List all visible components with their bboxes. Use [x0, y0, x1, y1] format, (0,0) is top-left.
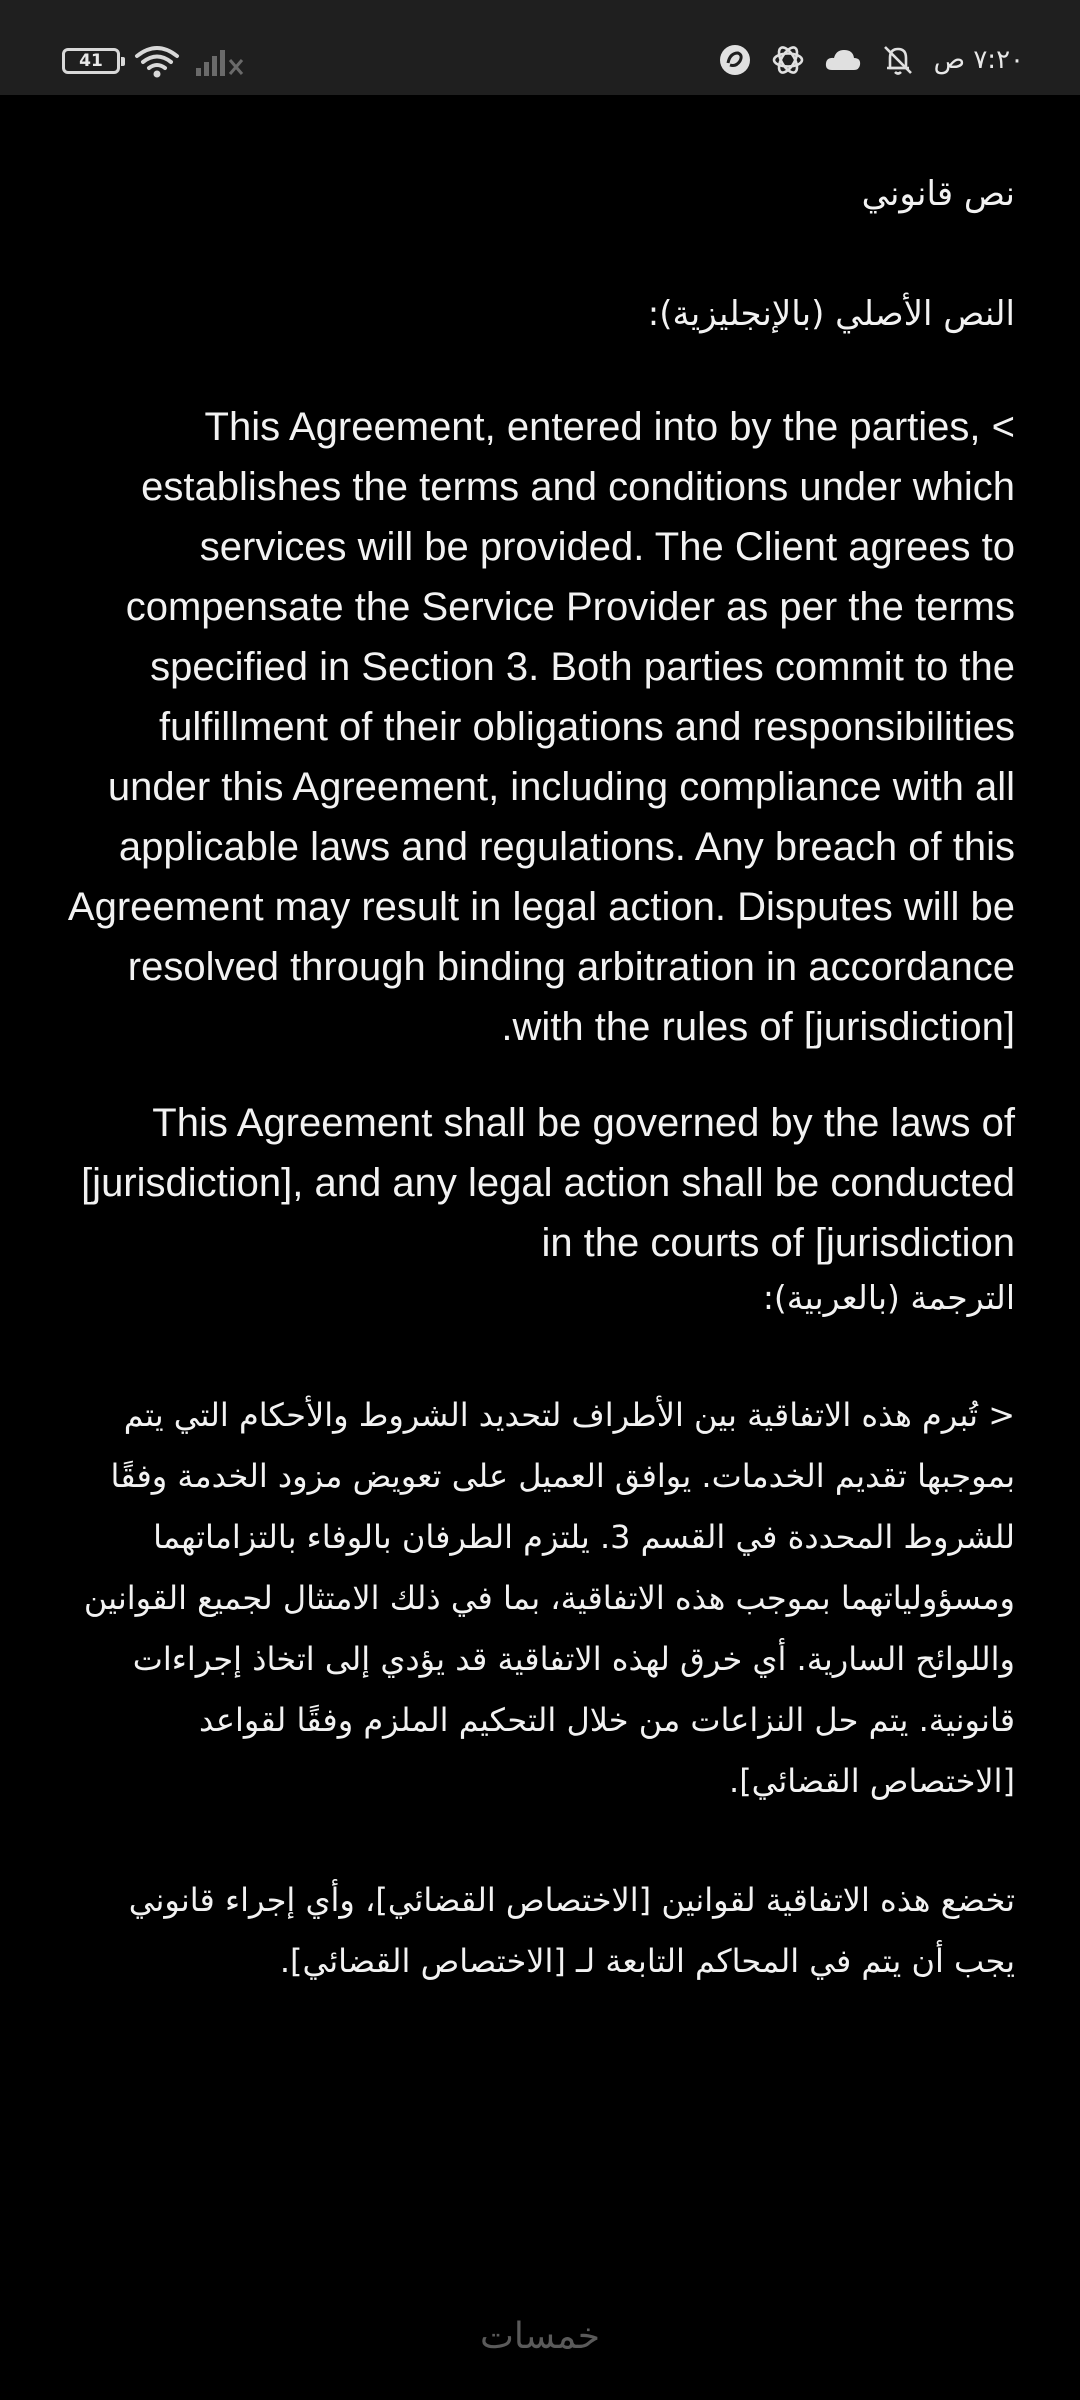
- document-content: [60, 165, 1015, 1992]
- arabic-paragraph-2: تخضع هذه الاتفاقية لقوانين [الاختصاص القضائي]، وأي إجراء قانوني يجب أن يتم في المحاكم التابعة لـ [الاختصاص القضائي].: [128, 1881, 1015, 1980]
- battery-icon: [62, 48, 120, 74]
- document-title: نص قانوني: [861, 174, 1015, 214]
- chatgpt-icon: [770, 42, 806, 78]
- app-icon: [718, 43, 752, 77]
- status-time: ٧:٢٠ ص: [933, 45, 1024, 75]
- english-paragraph-1: This Agreement, entered into by the parties, < establishes the terms and conditions under which services will be provided. The Client agrees to compensate the Service Provider as per the terms specified in Section 3. Both parties commit to the fulfillment of their obligations and responsibilities under this Agreement, including compliance with all applicable laws and regulations. Any breach of this Agreement may result in legal action. Disputes will be resolved through binding arbitration in accordance with the rules of [jurisdiction].: [67, 405, 1015, 1049]
- original-text-heading: النص الأصلي (بالإنجليزية):: [647, 294, 1015, 334]
- notifications-off-icon: [880, 42, 916, 78]
- translation-heading: الترجمة (بالعربية):: [762, 1278, 1015, 1317]
- status-right-group: [718, 42, 1024, 78]
- khamsat-watermark-logo: خمسات: [479, 2316, 601, 2357]
- cloud-icon: [824, 46, 862, 74]
- arabic-paragraph-1: < تُبرم هذه الاتفاقية بين الأطراف لتحديد الشروط والأحكام التي يتم بموجبها تقديم الخدمات. يوافق العميل على تعويض مزود الخدمة وفقًا للشروط المحددة في القسم 3. يلتزم الطرفان بالوفاء بالتزاماتهما ومسؤولياتهما بموجب هذه الاتفاقية، بما في ذلك الامتثال لجميع القوانين واللوائح السارية. أي خرق لهذه الاتفاقية قد يؤدي إلى اتخاذ إجراءات قانونية. يتم حل النزاعات من خلال التحكيم الملزم وفقًا لقواعد [الاختصاص القضائي].: [83, 1396, 1015, 1800]
- signal-icon: [194, 44, 246, 78]
- battery-level: 41: [79, 50, 103, 71]
- status-left-group: [62, 44, 246, 78]
- status-bar: [0, 0, 1080, 95]
- wifi-icon: [134, 44, 180, 78]
- english-paragraph-2: This Agreement shall be governed by the laws of [jurisdiction], and any legal action shall be conducted in the courts of [jurisdiction: [81, 1101, 1015, 1265]
